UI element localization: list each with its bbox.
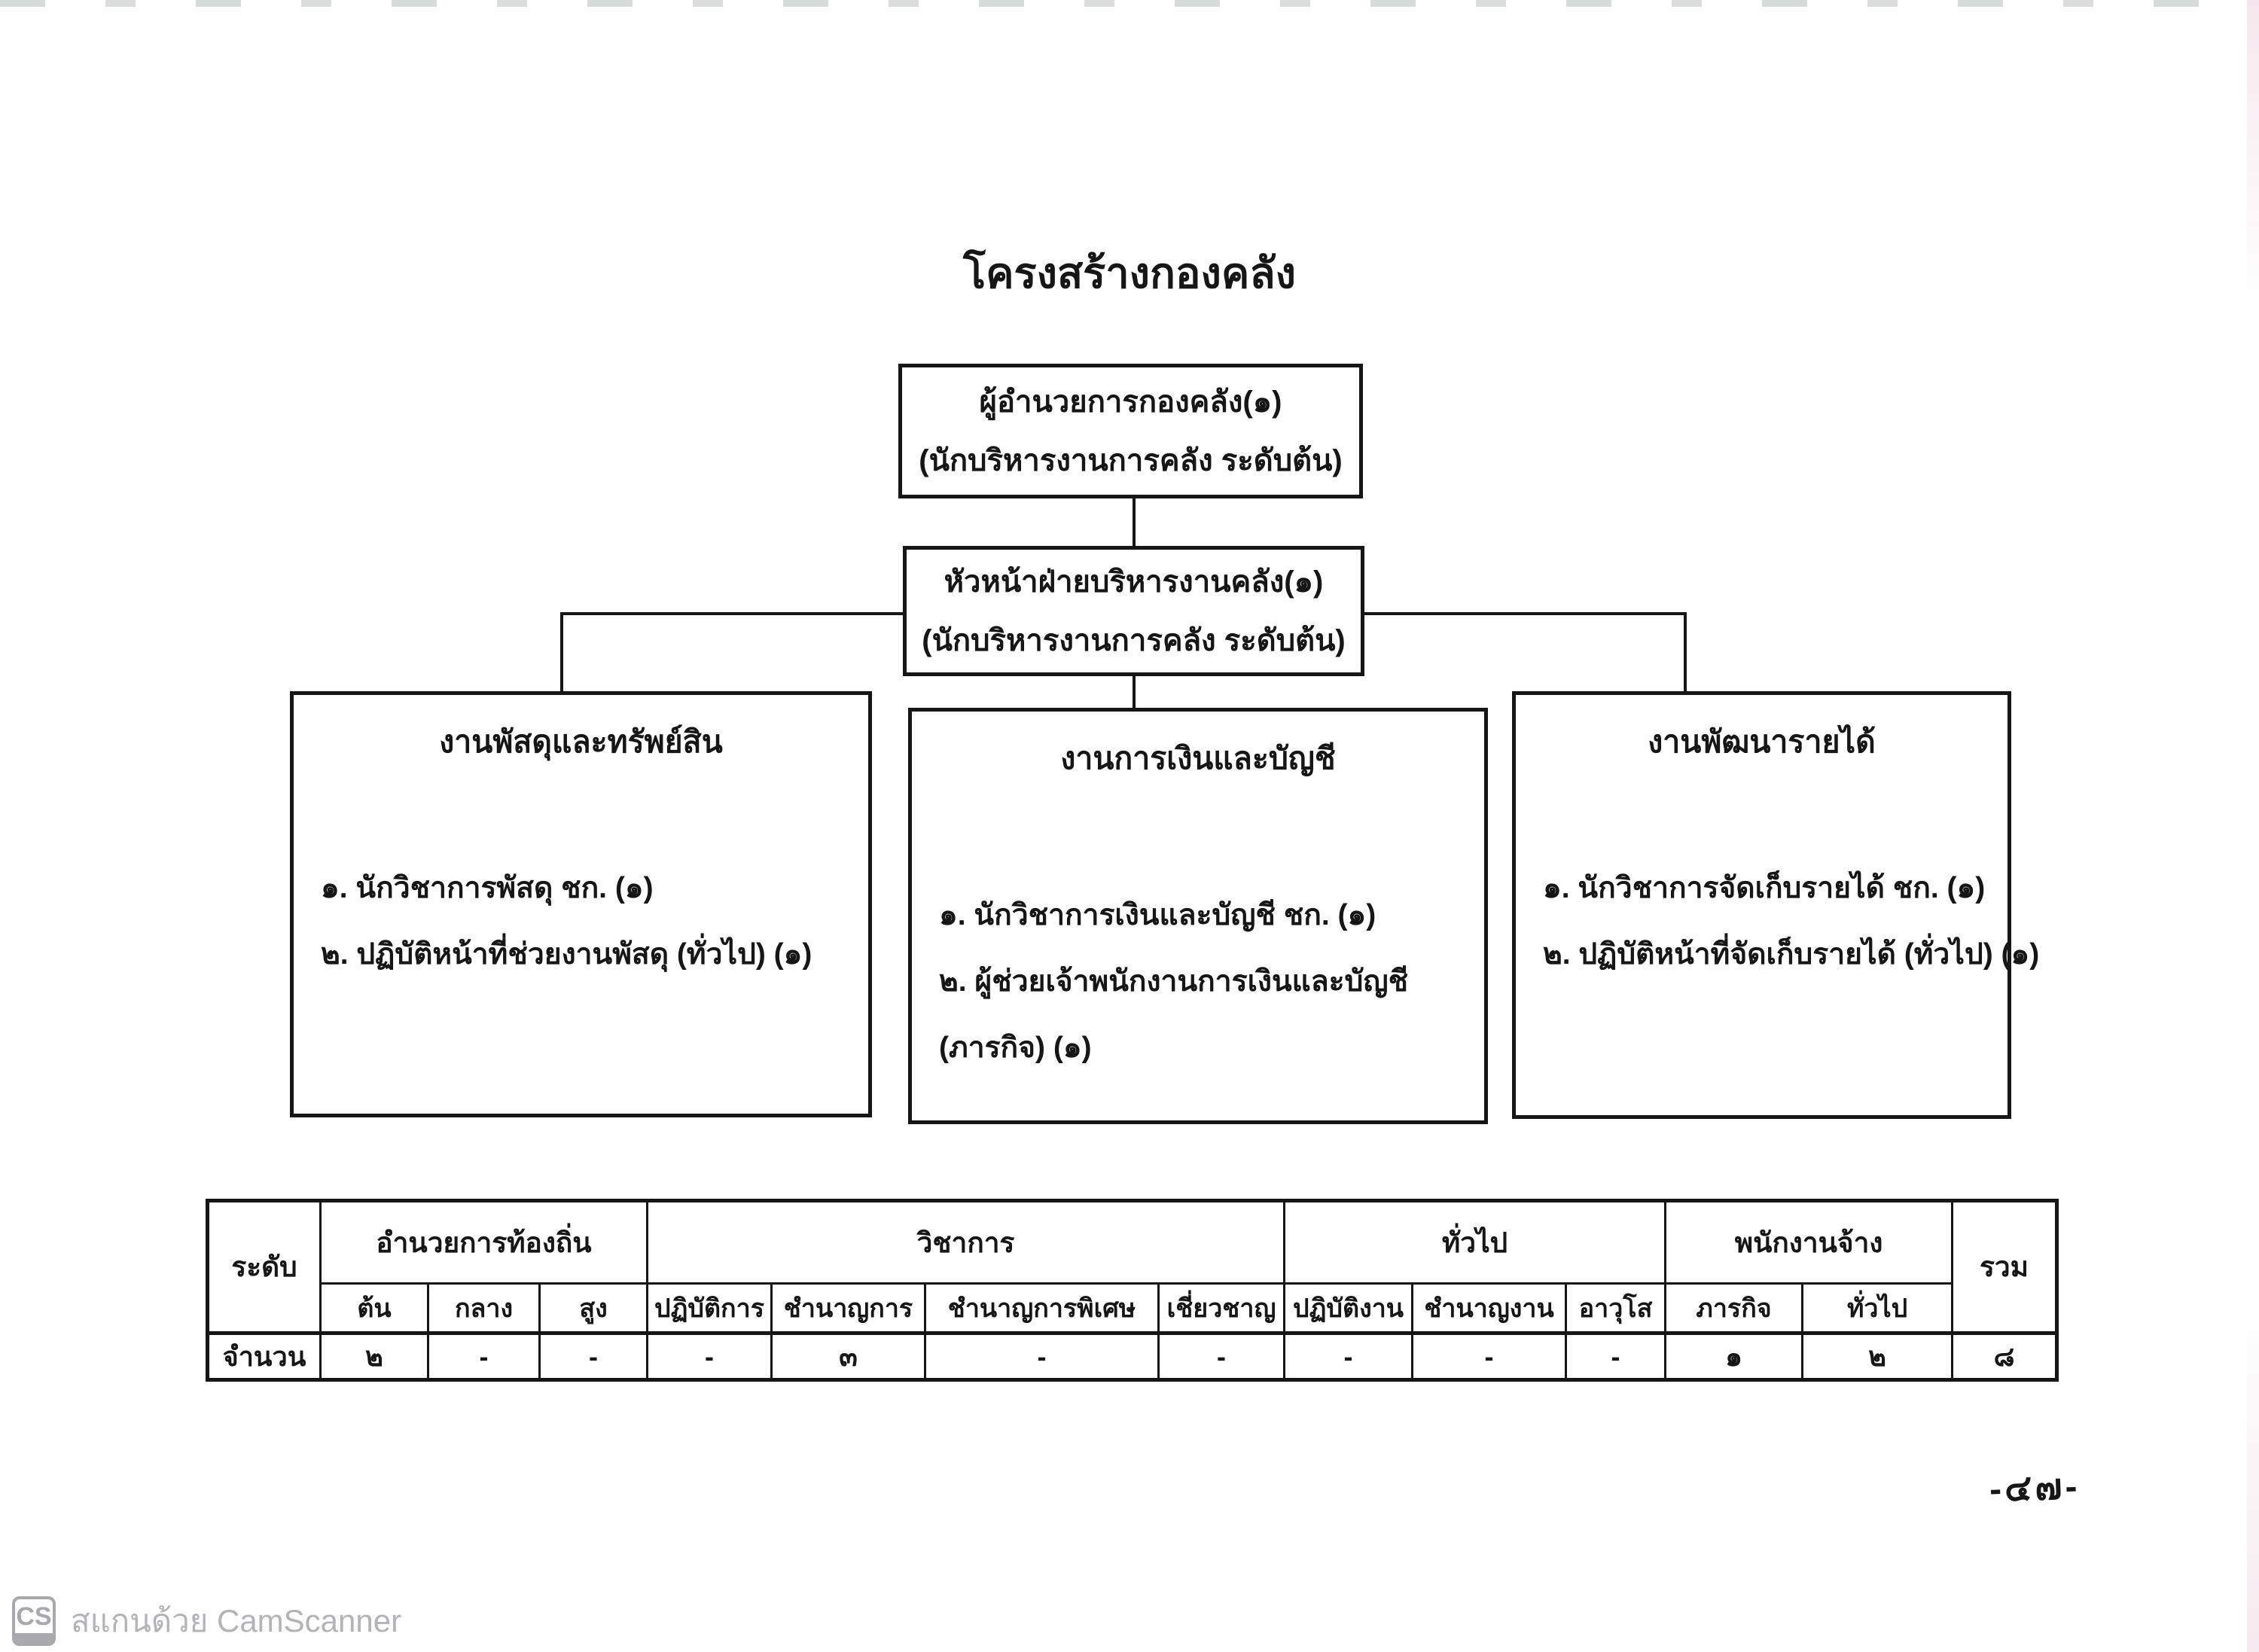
org-node-director <box>898 364 1363 498</box>
sub-header: อาวุโส <box>1566 1284 1666 1333</box>
total-header: รวม <box>1953 1201 2057 1333</box>
count-cell: ๒ <box>1803 1333 1953 1380</box>
connector-left-horizontal <box>560 612 906 615</box>
sub-header: ชำนาญการ <box>772 1284 925 1333</box>
org-node-revenue-unit <box>1512 691 2040 1119</box>
sub-header: ชำนาญการพิเศษ <box>925 1284 1159 1333</box>
org-node-head-of-finance <box>903 546 1364 676</box>
connector-right-vertical <box>1684 614 1687 702</box>
total-cell: ๘ <box>1953 1333 2057 1380</box>
sub-header: เชี่ยวชาญ <box>1159 1284 1285 1333</box>
page-title: โครงสร้างกองคลัง <box>962 249 1296 297</box>
staff-item: (ภารกิจ) (๑) <box>939 1032 1092 1064</box>
org-node-procurement-unit <box>290 691 872 1117</box>
table-corner-header: ระดับ <box>208 1201 321 1333</box>
sub-header: ทั่วไป <box>1803 1284 1953 1333</box>
connector-left-vertical <box>560 614 563 694</box>
data-row-label: จำนวน <box>208 1333 321 1380</box>
unit-staff-list <box>321 855 846 988</box>
org-node-finance-accounting-unit <box>908 708 1488 1124</box>
camscanner-logo-letters: CS <box>16 1602 52 1631</box>
camscanner-logo-icon <box>12 1596 56 1646</box>
camscanner-logo-bar <box>15 1633 53 1643</box>
head-subtitle: (นักบริหารงานการคลัง ระดับต้น) <box>922 623 1346 657</box>
sub-header: ปฏิบัติงาน <box>1285 1284 1413 1333</box>
count-cell: - <box>1413 1333 1566 1380</box>
group-header-hired-staff: พนักงานจ้าง <box>1666 1201 1953 1284</box>
sub-header: ต้น <box>321 1284 428 1333</box>
connector-right-horizontal <box>1361 612 1687 615</box>
connector-director-to-head <box>1133 497 1136 549</box>
unit-title: งานพัสดุและทรัพย์สิน <box>439 724 723 759</box>
count-cell: - <box>428 1333 540 1380</box>
sub-header: ภารกิจ <box>1666 1284 1803 1333</box>
count-cell: ๑ <box>1666 1333 1803 1380</box>
camscanner-watermark <box>12 1596 401 1646</box>
count-cell: - <box>540 1333 648 1380</box>
connector-head-to-middle <box>1133 675 1136 711</box>
unit-title: งานการเงินและบัญชี <box>1060 741 1336 776</box>
unit-title: งานพัฒนารายได้ <box>1648 724 1876 759</box>
sub-header: ปฏิบัติการ <box>648 1284 772 1333</box>
count-cell: - <box>1285 1333 1413 1380</box>
count-cell: ๒ <box>321 1333 428 1380</box>
staff-item: ๑. นักวิชาการพัสดุ ชก. (๑) <box>321 872 654 904</box>
staff-item: ๒. ปฏิบัติหน้าที่จัดเก็บรายได้ (ทั่วไป) (๑) <box>1543 938 2040 971</box>
count-cell: - <box>1159 1333 1285 1380</box>
count-cell: - <box>925 1333 1159 1380</box>
staff-item: ๑. นักวิชาการเงินและบัญชี ชก. (๑) <box>939 899 1376 931</box>
sub-header: ชำนาญงาน <box>1413 1284 1566 1333</box>
count-cell: - <box>648 1333 772 1380</box>
staffing-level-table <box>206 1199 2059 1382</box>
head-title: หัวหน้าฝ่ายบริหารงานคลัง(๑) <box>944 565 1324 599</box>
staff-item: ๑. นักวิชาการจัดเก็บรายได้ ชก. (๑) <box>1543 872 1986 904</box>
unit-staff-list <box>939 882 1462 1081</box>
group-header-general: ทั่วไป <box>1285 1201 1666 1284</box>
page-number: -๔๗- <box>1989 1466 2081 1510</box>
count-cell: - <box>1566 1333 1666 1380</box>
sub-header: สูง <box>540 1284 648 1333</box>
group-header-academic: วิชาการ <box>648 1201 1285 1284</box>
camscanner-caption: สแกนด้วย CamScanner <box>71 1603 402 1638</box>
scan-artifact-top <box>0 0 2259 7</box>
director-subtitle: (นักบริหารงานการคลัง ระดับต้น) <box>919 443 1343 477</box>
staff-item: ๒. ปฏิบัติหน้าที่ช่วยงานพัสดุ (ทั่วไป) (๑) <box>321 938 812 971</box>
count-cell: ๓ <box>772 1333 925 1380</box>
staff-item: ๒. ผู้ช่วยเจ้าพนักงานการเงินและบัญชี <box>939 965 1409 998</box>
unit-staff-list <box>1543 855 2040 988</box>
director-title: ผู้อำนวยการกองคลัง(๑) <box>979 385 1282 419</box>
group-header-director-local: อำนวยการท้องถิ่น <box>321 1201 648 1284</box>
sub-header: กลาง <box>428 1284 540 1333</box>
